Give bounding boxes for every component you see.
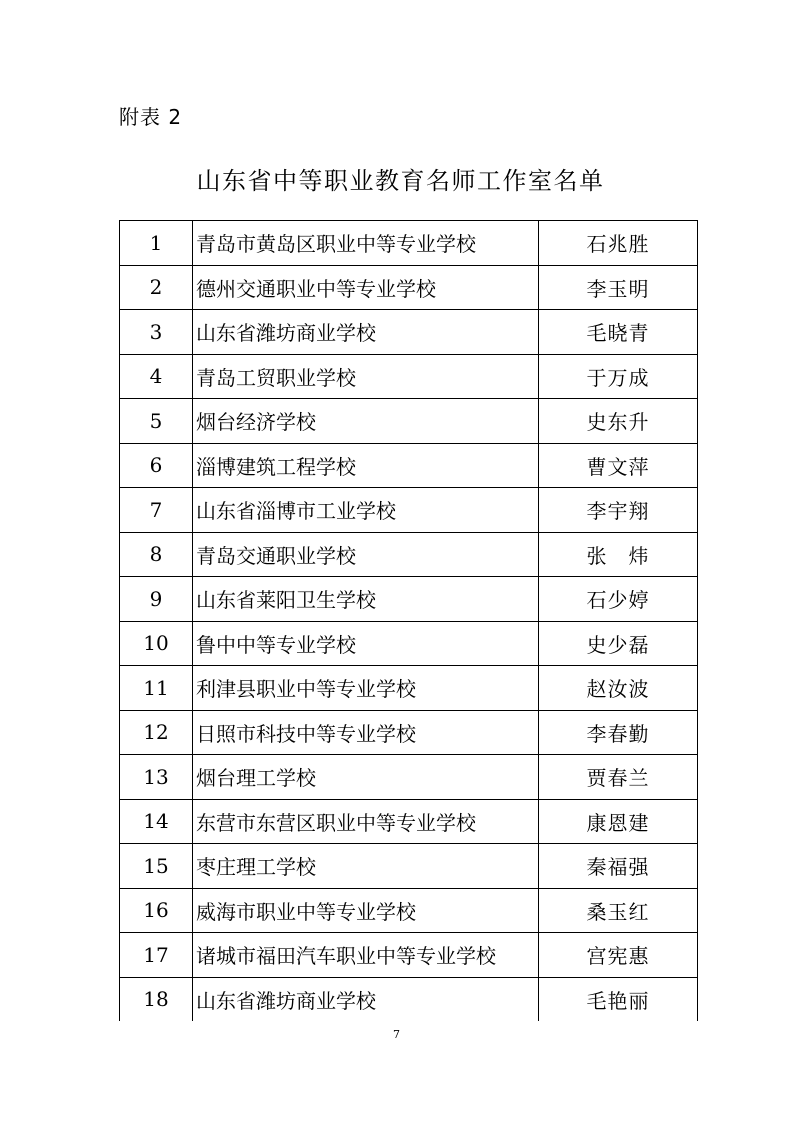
- school-name-cell: 枣庄理工学校: [193, 844, 539, 889]
- teacher-name-cell: 桑玉红: [539, 888, 698, 933]
- table-row: [120, 532, 698, 577]
- school-name-cell: 青岛交通职业学校: [193, 532, 539, 577]
- row-number-cell: 12: [120, 710, 193, 755]
- table-row: [120, 977, 698, 1021]
- school-name-cell: 烟台经济学校: [193, 399, 539, 444]
- teacher-name-cell: 曹文萍: [539, 443, 698, 488]
- teacher-name-cell: 石兆胜: [539, 221, 698, 266]
- studio-roster-table: [119, 220, 698, 1021]
- teacher-name-cell: 秦福强: [539, 844, 698, 889]
- school-name-cell: 青岛工贸职业学校: [193, 354, 539, 399]
- row-number-cell: 11: [120, 666, 193, 711]
- row-number-cell: 2: [120, 265, 193, 310]
- teacher-name-cell: 宫宪惠: [539, 933, 698, 978]
- school-name-cell: 日照市科技中等专业学校: [193, 710, 539, 755]
- row-number-cell: 5: [120, 399, 193, 444]
- school-name-cell: 德州交通职业中等专业学校: [193, 265, 539, 310]
- row-number-cell: 1: [120, 221, 193, 266]
- row-number-cell: 15: [120, 844, 193, 889]
- table-row: [120, 399, 698, 444]
- school-name-cell: 诸城市福田汽车职业中等专业学校: [193, 933, 539, 978]
- table-row: [120, 933, 698, 978]
- row-number-cell: 18: [120, 977, 193, 1021]
- row-number-cell: 3: [120, 310, 193, 355]
- table-row: [120, 310, 698, 355]
- teacher-name-cell: 毛晓青: [539, 310, 698, 355]
- teacher-name-cell: 赵汝波: [539, 666, 698, 711]
- school-name-cell: 山东省淄博市工业学校: [193, 488, 539, 533]
- row-number-cell: 8: [120, 532, 193, 577]
- table-row: [120, 710, 698, 755]
- school-name-cell: 山东省莱阳卫生学校: [193, 577, 539, 622]
- table-row: [120, 621, 698, 666]
- teacher-name-cell: 贾春兰: [539, 755, 698, 800]
- teacher-name-cell: 于万成: [539, 354, 698, 399]
- school-name-cell: 山东省潍坊商业学校: [193, 310, 539, 355]
- table-row: [120, 666, 698, 711]
- teacher-name-cell: 李宇翔: [539, 488, 698, 533]
- school-name-cell: 利津县职业中等专业学校: [193, 666, 539, 711]
- teacher-name-cell: 张 炜: [539, 532, 698, 577]
- row-number-cell: 17: [120, 933, 193, 978]
- roster-table-body: [120, 221, 698, 1022]
- row-number-cell: 14: [120, 799, 193, 844]
- school-name-cell: 鲁中中等专业学校: [193, 621, 539, 666]
- table-row: [120, 755, 698, 800]
- teacher-name-cell: 李春勤: [539, 710, 698, 755]
- teacher-name-cell: 毛艳丽: [539, 977, 698, 1021]
- teacher-name-cell: 李玉明: [539, 265, 698, 310]
- teacher-name-cell: 康恩建: [539, 799, 698, 844]
- teacher-name-cell: 史东升: [539, 399, 698, 444]
- row-number-cell: 13: [120, 755, 193, 800]
- row-number-cell: 6: [120, 443, 193, 488]
- school-name-cell: 山东省潍坊商业学校: [193, 977, 539, 1021]
- table-row: [120, 577, 698, 622]
- school-name-cell: 烟台理工学校: [193, 755, 539, 800]
- school-name-cell: 淄博建筑工程学校: [193, 443, 539, 488]
- row-number-cell: 9: [120, 577, 193, 622]
- teacher-name-cell: 史少磊: [539, 621, 698, 666]
- document-title: 山东省中等职业教育名师工作室名单: [196, 167, 605, 195]
- row-number-cell: 4: [120, 354, 193, 399]
- row-number-cell: 10: [120, 621, 193, 666]
- table-row: [120, 265, 698, 310]
- table-row: [120, 799, 698, 844]
- teacher-name-cell: 石少婷: [539, 577, 698, 622]
- table-row: [120, 221, 698, 266]
- school-name-cell: 东营市东营区职业中等专业学校: [193, 799, 539, 844]
- row-number-cell: 7: [120, 488, 193, 533]
- school-name-cell: 青岛市黄岛区职业中等专业学校: [193, 221, 539, 266]
- school-name-cell: 威海市职业中等专业学校: [193, 888, 539, 933]
- table-row: [120, 443, 698, 488]
- table-row: [120, 844, 698, 889]
- table-row: [120, 888, 698, 933]
- table-row: [120, 354, 698, 399]
- page-number: 7: [393, 1028, 400, 1041]
- table-row: [120, 488, 698, 533]
- row-number-cell: 16: [120, 888, 193, 933]
- appendix-label: 附表 2: [119, 105, 183, 129]
